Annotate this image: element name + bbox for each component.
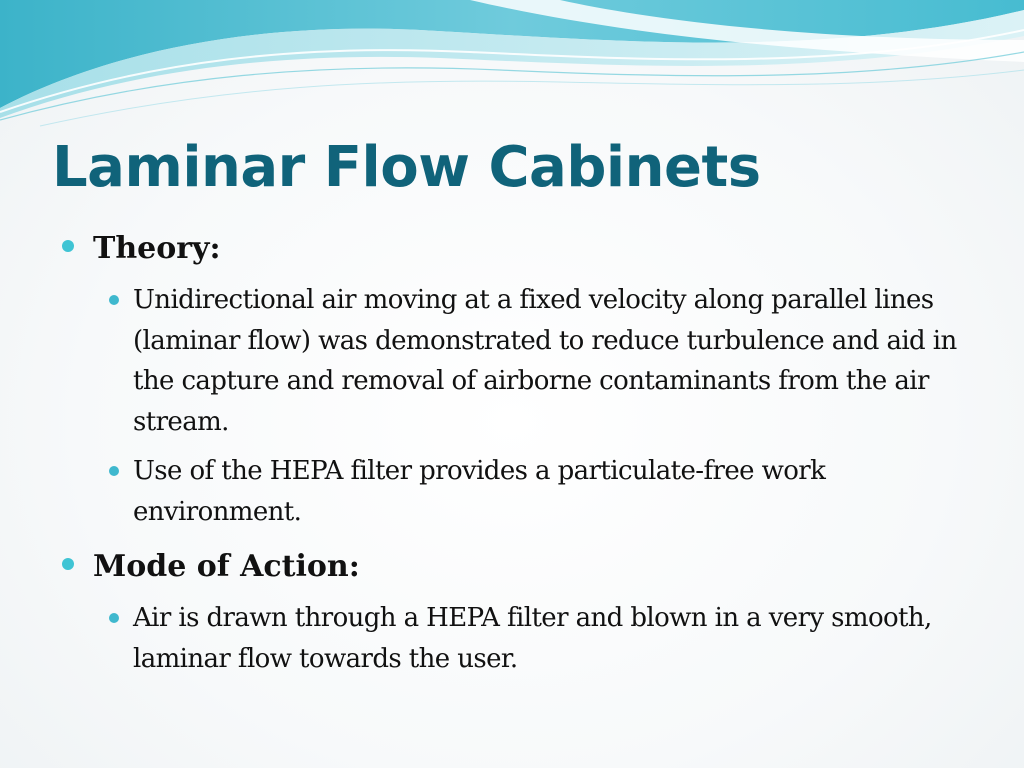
bullet-icon [109,466,119,476]
bullet-icon [109,613,119,623]
slide-body [60,222,980,691]
bullet-icon [62,558,74,570]
bullet-text: Unidirectional air moving at a fixed velocity along parallel lines (laminar flow) was demonstrated to reduce turbulence and aid in the capture and removal of airborne contaminants from the air stream. [133,285,957,437]
bullet-icon [109,295,119,305]
section-theory [60,226,980,532]
mode-of-action-points [93,598,980,679]
section-mode-of-action [60,544,980,679]
section-heading: Theory: [93,231,221,266]
theory-points [93,280,980,532]
list-item [93,280,980,442]
list-item [93,598,980,679]
bullet-icon [62,240,74,252]
list-item [93,451,980,532]
slide-title: Laminar Flow Cabinets [52,135,761,200]
wave-line-3 [40,70,1024,126]
section-heading: Mode of Action: [93,549,360,584]
bullet-text: Use of the HEPA filter provides a particulate-free work environment. [133,456,826,527]
bullet-text: Air is drawn through a HEPA filter and blown in a very smooth, laminar flow towards the user. [133,603,932,674]
wave-decoration [0,0,1024,130]
